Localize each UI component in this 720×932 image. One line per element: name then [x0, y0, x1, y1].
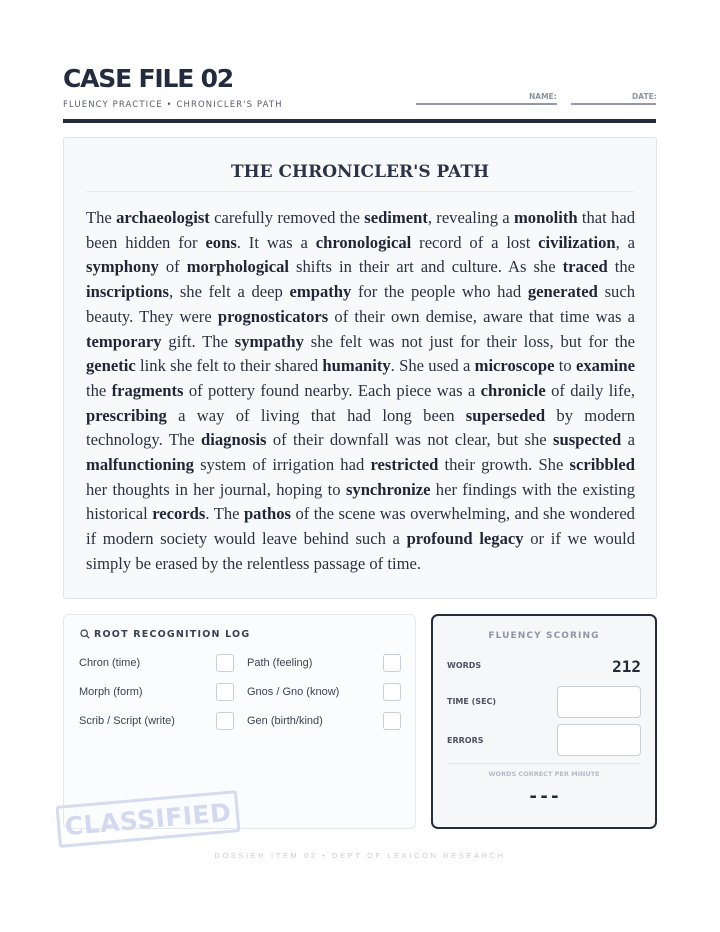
- passage-segment: system of irrigation had: [193, 455, 371, 475]
- passage-segment: her thoughts in her journal, hoping to: [86, 479, 346, 499]
- vocab-word: synchronize: [345, 479, 431, 499]
- wcpm-value: ---: [527, 786, 561, 807]
- vocab-word: pathos: [243, 504, 291, 524]
- passage-segment: to: [554, 356, 576, 376]
- passage-segment: such beauty. They were: [86, 282, 635, 326]
- vocab-word: fragments: [111, 380, 184, 400]
- vocab-word: microscope: [474, 356, 555, 376]
- root-checkbox-morph[interactable]: [216, 683, 234, 701]
- root-checkbox-gen[interactable]: [383, 712, 401, 730]
- passage-segment: gift. The: [161, 331, 235, 351]
- passage-segment: , revealing a: [427, 208, 514, 227]
- vocab-word: diagnosis: [201, 430, 267, 450]
- search-icon: [80, 629, 90, 639]
- root-checkbox-scrib[interactable]: [216, 712, 234, 730]
- vocab-word: malfunctioning: [86, 455, 194, 475]
- root-checkbox-path[interactable]: [383, 654, 401, 672]
- vocab-word: suspected: [553, 430, 622, 450]
- passage-segment: by modern technology. The: [86, 405, 635, 450]
- passage-segment: for the people who had: [351, 282, 528, 302]
- date-label: DATE:: [632, 92, 657, 101]
- vocab-word: temporary: [86, 331, 162, 351]
- vocab-word: inscriptions: [86, 282, 169, 302]
- vocab-word: traced: [562, 257, 608, 277]
- root-label-chron: Chron (time): [79, 657, 141, 669]
- passage-segment: , a: [615, 232, 635, 252]
- vocab-word: prognosticators: [217, 306, 329, 326]
- header-rule: [63, 119, 656, 123]
- passage-segment: a way of living that had long been: [166, 405, 466, 425]
- page-subtitle: FLUENCY PRACTICE • CHRONICLER'S PATH: [63, 100, 283, 110]
- root-label-morph: Morph (form): [79, 686, 143, 698]
- vocab-word: genetic: [86, 356, 136, 376]
- passage-segment: that had been hidden for: [86, 208, 636, 252]
- reading-passage-card: [63, 137, 657, 599]
- passage-segment: , she felt a deep: [169, 282, 290, 302]
- passage-segment: . She used a: [390, 356, 475, 376]
- vocab-word: eons: [205, 232, 237, 252]
- passage-title: THE CHRONICLER'S PATH: [230, 162, 490, 182]
- words-label: WORDS: [447, 661, 482, 670]
- name-field[interactable]: [416, 103, 557, 105]
- vocab-word: profound legacy: [406, 529, 524, 549]
- vocab-word: empathy: [289, 282, 352, 302]
- passage-segment: . It was a: [236, 232, 316, 252]
- passage-segment: . The: [205, 504, 244, 524]
- scoring-title: FLUENCY SCORING: [488, 631, 600, 641]
- errors-input[interactable]: [557, 724, 641, 756]
- passage-segment: carefully removed the: [209, 208, 365, 227]
- root-log-title: [80, 629, 250, 640]
- vocab-word: chronicle: [480, 380, 546, 400]
- passage-segment: of their downfall was not clear, but she: [266, 430, 554, 450]
- vocab-word: restricted: [370, 455, 439, 475]
- root-checkbox-chron[interactable]: [216, 654, 234, 672]
- vocab-word: sediment: [364, 208, 428, 227]
- words-count: 212: [612, 657, 641, 676]
- passage-segment: link she felt to their shared: [135, 356, 323, 376]
- passage-segment: of the scene was overwhelming, and she wondered if modern society would leave behind such a: [86, 504, 635, 549]
- passage-segment: the: [607, 257, 636, 277]
- root-label-scrib: Scrib / Script (write): [79, 715, 175, 727]
- wcpm-label: WORDS CORRECT PER MINUTE: [488, 770, 600, 778]
- vocab-word: archaeologist: [116, 208, 210, 227]
- vocab-word: chronological: [315, 232, 412, 252]
- passage-segment: or if we would simply be erased by the relentless passage of time.: [86, 529, 636, 573]
- passage-segment: a: [621, 430, 635, 450]
- vocab-word: examine: [575, 356, 635, 376]
- page-title: CASE FILE 02: [63, 64, 233, 93]
- fluency-scoring-panel: [431, 614, 657, 829]
- vocab-word: records: [152, 504, 206, 524]
- passage-segment: of pottery found nearby. Each piece was a: [183, 380, 481, 400]
- vocab-word: civilization: [538, 232, 616, 252]
- passage-segment: their growth. She: [438, 455, 570, 475]
- vocab-word: generated: [527, 282, 598, 302]
- passage-segment: record of a lost: [411, 232, 539, 252]
- passage-segment: her findings with the existing historical: [86, 479, 636, 524]
- passage-segment: of: [158, 257, 187, 277]
- vocab-word: symphony: [86, 257, 159, 277]
- vocab-word: scribbled: [569, 455, 635, 475]
- root-label-gnos: Gnos / Gno (know): [247, 686, 340, 698]
- root-checkbox-gnos[interactable]: [383, 683, 401, 701]
- passage-divider: [86, 191, 634, 192]
- name-label: NAME:: [529, 92, 557, 101]
- time-label: TIME (SEC): [447, 697, 497, 706]
- vocab-word: sympathy: [234, 331, 304, 351]
- footer-text: DOSSIER ITEM 02 • DEPT OF LEXICON RESEARCH: [214, 851, 506, 860]
- root-recognition-log: [63, 614, 416, 829]
- classified-stamp: CLASSIFIED: [56, 790, 241, 848]
- vocab-word: monolith: [513, 208, 578, 227]
- passage-segment: The: [86, 208, 117, 227]
- passage-segment: she felt was not just for their loss, but for the: [303, 331, 635, 351]
- passage-segment: of daily life,: [545, 380, 635, 400]
- errors-label: ERRORS: [447, 736, 484, 745]
- vocab-word: prescribing: [86, 405, 167, 425]
- date-field[interactable]: [571, 103, 656, 105]
- time-input[interactable]: [557, 686, 641, 718]
- passage-segment: shifts in their art and culture. As she: [289, 257, 563, 277]
- vocab-word: humanity: [322, 356, 391, 376]
- vocab-word: superseded: [465, 405, 546, 425]
- root-label-path: Path (feeling): [247, 657, 313, 669]
- passage-segment: of their own demise, aware that time was a: [328, 306, 635, 326]
- root-log-title-text: ROOT RECOGNITION LOG: [94, 629, 251, 640]
- passage-text: [86, 206, 635, 577]
- passage-segment: the: [86, 380, 112, 400]
- vocab-word: morphological: [186, 257, 290, 277]
- scoring-divider: [447, 763, 641, 764]
- root-label-gen: Gen (birth/kind): [247, 715, 323, 727]
